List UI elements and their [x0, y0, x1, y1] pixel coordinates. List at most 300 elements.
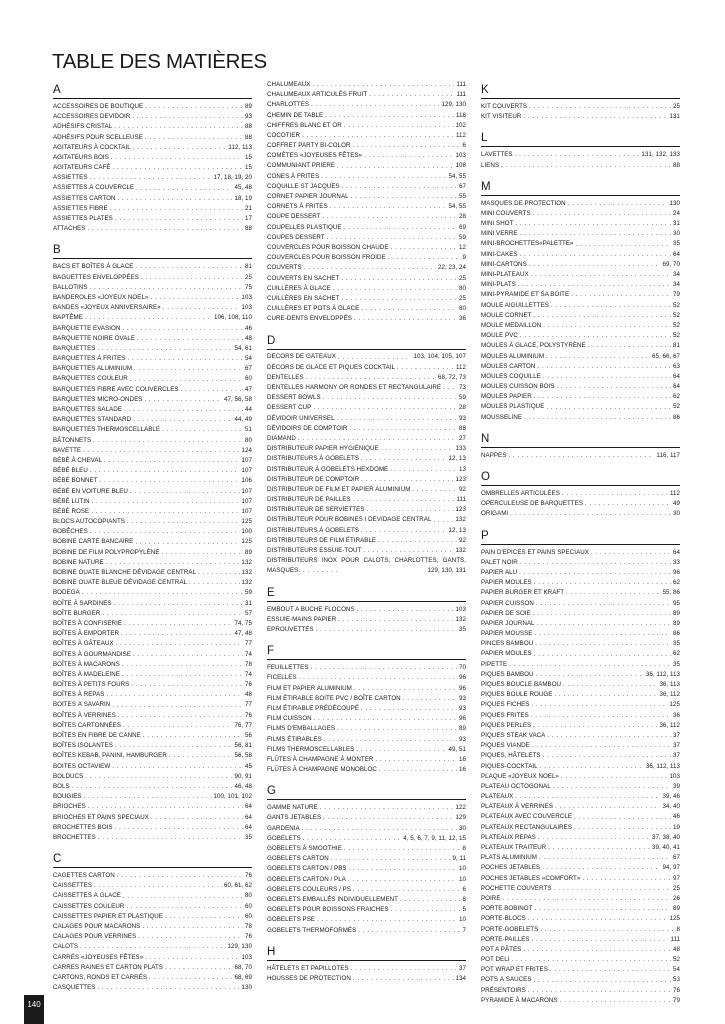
- entry-label: HÂTELETS ET PAPILLOTES: [267, 964, 349, 972]
- entry-label: BOÎTES À SAVARIN: [53, 701, 111, 709]
- entry-label: MINI VERRE: [481, 230, 518, 238]
- leader-dots: [501, 161, 671, 171]
- entry-page-ref: 25: [245, 273, 252, 281]
- entry-page-ref: 76: [673, 986, 680, 994]
- entry-label: COFFRET PARTY BI-COLOR: [267, 142, 351, 150]
- leader-dots: [361, 704, 457, 714]
- leader-dots: [115, 741, 233, 751]
- entry-page-ref: 77: [245, 701, 252, 709]
- entry-label: AGITATEURS BOIS: [53, 153, 109, 161]
- index-entry: [53, 487, 252, 497]
- leader-dots: [563, 680, 657, 690]
- leader-dots: [349, 424, 457, 434]
- index-entry: [53, 932, 252, 942]
- entry-page-ref: 44: [245, 406, 252, 414]
- entry-label: BARQUETTES ALUMINIUM: [53, 365, 133, 373]
- entry-label: EPROUVETTES: [267, 626, 314, 634]
- leader-dots: [165, 963, 232, 973]
- entry-page-ref: 76, 77: [234, 721, 252, 729]
- entry-page-ref: 88: [673, 161, 680, 169]
- entry-label: MASQUES DE PROTECTION: [481, 199, 566, 207]
- entry-label: ASSIETTES: [53, 174, 88, 182]
- leader-dots: [520, 331, 671, 341]
- leader-dots: [574, 823, 671, 833]
- index-entry: [481, 914, 680, 924]
- entry-page-ref: 112, 113: [228, 143, 252, 151]
- entry-page-ref: 68, 69: [234, 973, 252, 981]
- entry-page-ref: 92: [459, 485, 466, 493]
- entry-page-ref: 35: [673, 640, 680, 648]
- entry-page-ref: 17, 18, 19, 20: [213, 174, 252, 182]
- entry-page-ref: 6: [462, 142, 466, 150]
- index-entry: [53, 701, 252, 711]
- entry-page-ref: 54, 55: [448, 172, 466, 180]
- leader-dots: [298, 434, 457, 444]
- entry-page-ref: 59: [459, 233, 466, 241]
- leader-dots: [540, 762, 644, 772]
- entry-label: CHEMIN DE TABLE: [267, 111, 324, 119]
- entry-label: BOÎTES À REPAS: [53, 691, 105, 699]
- entry-page-ref: 74: [245, 650, 252, 658]
- entry-page-ref: 8: [676, 925, 680, 933]
- entry-page-ref: 102: [455, 121, 466, 129]
- entry-label: CUILLÈRES EN SACHET: [267, 294, 340, 302]
- leader-dots: [118, 711, 243, 721]
- entry-page-ref: 107: [241, 497, 252, 505]
- leader-dots: [114, 599, 243, 609]
- entry-label: POT A PÂTES: [481, 945, 522, 953]
- entry-page-ref: 53: [673, 976, 680, 984]
- index-entry: [53, 813, 252, 823]
- index-entry: [53, 772, 252, 782]
- leader-dots: [574, 813, 671, 823]
- entry-label: PIQUES, HÂTELETS: [481, 752, 541, 760]
- entry-page-ref: 75: [245, 283, 252, 291]
- leader-dots: [330, 202, 447, 212]
- entry-label: PIQUES BOULE ROUGE: [481, 691, 553, 699]
- index-entry: [481, 792, 680, 802]
- entry-label: CONES À FRITES: [267, 172, 320, 180]
- entry-page-ref: 46: [673, 813, 680, 821]
- entry-page-ref: 81: [245, 263, 252, 271]
- entry-label: BOITES OCTAVIEW: [53, 762, 111, 770]
- index-entry: [267, 485, 466, 495]
- leader-dots: [313, 403, 457, 413]
- leader-dots: [123, 892, 243, 902]
- entry-label: KIT VISITEUR: [481, 113, 522, 121]
- entry-label: MOULE AIGUILLETTES: [481, 301, 549, 309]
- index-entry: [481, 290, 680, 300]
- entry-page-ref: 10: [459, 916, 466, 924]
- leader-dots: [91, 507, 239, 517]
- leader-dots: [331, 854, 451, 864]
- entry-page-ref: 12, 13: [448, 455, 466, 463]
- index-entry: [481, 451, 680, 461]
- entry-label: BAVETTE: [53, 446, 82, 454]
- entry-label: BAGUETTES ENVELOPPÉES: [53, 273, 139, 281]
- index-entry: [481, 301, 680, 311]
- entry-page-ref: 107: [241, 507, 252, 515]
- entry-label: BAPTÊME: [53, 314, 83, 322]
- entry-page-ref: 129, 130: [441, 101, 466, 109]
- leader-dots: [90, 466, 240, 476]
- leader-dots: [391, 905, 461, 915]
- index-entry: [267, 926, 466, 936]
- index-entry: [267, 383, 466, 393]
- entry-page-ref: 52: [673, 332, 680, 340]
- entry-label: BARQUETTES MICRO-ONDES: [53, 395, 143, 403]
- entry-page-ref: 22, 23, 24: [437, 264, 466, 272]
- entry-page-ref: 28: [459, 213, 466, 221]
- index-entry: [267, 233, 466, 243]
- leader-dots: [534, 392, 671, 402]
- entry-page-ref: 76: [245, 872, 252, 880]
- leader-dots: [304, 263, 436, 273]
- entry-page-ref: 67: [459, 182, 466, 190]
- leader-dots: [378, 536, 457, 546]
- leader-dots: [534, 904, 671, 914]
- index-entry: [267, 454, 466, 464]
- entry-label: ASSIETTES PLATES: [53, 215, 113, 223]
- index-entry: [481, 741, 680, 751]
- index-entry: [267, 885, 466, 895]
- entry-label: CAISSETTES PAPIER ET PLASTIQUE: [53, 912, 163, 920]
- leader-dots: [122, 660, 243, 670]
- index-entry: [53, 538, 252, 548]
- entry-page-ref: 130: [241, 984, 252, 992]
- index-entry: [481, 102, 680, 112]
- entry-label: PAPIER MOULES: [481, 579, 532, 587]
- index-entry: [481, 639, 680, 649]
- entry-label: HOUSSES DE PROTECTION: [267, 974, 351, 982]
- entry-page-ref: 93: [459, 694, 466, 702]
- leader-dots: [353, 885, 461, 895]
- leader-dots: [412, 485, 457, 495]
- index-entry: [481, 372, 680, 382]
- section-letter-k: K: [481, 80, 680, 99]
- entry-label: MOULES ALUMINIUM: [481, 352, 545, 360]
- entry-label: PAPIER ALU: [481, 568, 518, 576]
- leader-dots: [388, 253, 461, 263]
- entry-label: BRIOCHES ET PAINS SPECIAUX: [53, 813, 149, 821]
- index-entry: [481, 341, 680, 351]
- entry-page-ref: 78: [245, 923, 252, 931]
- section-letter-c: C: [53, 849, 252, 868]
- leader-dots: [298, 566, 338, 576]
- entry-label: PORTE-GOBELETS: [481, 925, 539, 933]
- index-entry: [481, 499, 680, 509]
- entry-label: BANDES «JOYEUX ANNIVERSAIRE»: [53, 304, 161, 312]
- entry-page-ref: 37, 38, 40: [651, 833, 680, 841]
- leader-dots: [130, 375, 243, 385]
- entry-label: CAISSETTES COULEUR: [53, 902, 125, 910]
- leader-dots: [314, 714, 457, 724]
- leader-dots: [381, 444, 454, 454]
- entry-page-ref: 89: [673, 905, 680, 913]
- entry-label: PLATEAUX TRAITEUR: [481, 844, 547, 852]
- index-entry: [53, 792, 252, 802]
- leader-dots: [536, 599, 671, 609]
- index-entry: [481, 700, 680, 710]
- entry-page-ref: 133: [455, 445, 466, 453]
- entry-page-ref: 12: [459, 243, 466, 251]
- leader-dots: [303, 834, 402, 844]
- entry-label: FLÛTES À CHAMPAGNE À MONTER: [267, 755, 374, 763]
- leader-dots: [443, 383, 457, 393]
- entry-page-ref: 36, 112: [659, 691, 680, 699]
- entry-page-ref: 37: [459, 964, 466, 972]
- index-entry: [53, 293, 252, 303]
- entry-label: ADHÉSIFS POUR SCELLEUSE: [53, 133, 143, 141]
- entry-label: PLAQUE «JOYEUX NOEL»: [481, 772, 560, 780]
- entry-page-ref: 16: [459, 755, 466, 763]
- leader-dots: [338, 353, 412, 363]
- leader-dots: [379, 765, 457, 775]
- leader-dots: [114, 122, 243, 132]
- index-entry: [481, 731, 680, 741]
- index-entry: [267, 100, 466, 110]
- entry-page-ref: 68, 70: [234, 963, 252, 971]
- entry-page-ref: 63: [673, 362, 680, 370]
- entry-page-ref: 103: [455, 152, 466, 160]
- entry-label: FEUILLETTES: [267, 664, 309, 672]
- entry-label: COQUILLE ST JACQUES: [267, 182, 340, 190]
- index-entry: [267, 263, 466, 273]
- leader-dots: [138, 932, 243, 942]
- entry-label: PIQUES STEAK VACA: [481, 731, 546, 739]
- leader-dots: [342, 182, 457, 192]
- entry-label: BÂTONNETS: [53, 436, 92, 444]
- leader-dots: [543, 751, 671, 761]
- entry-page-ref: 47, 56, 58: [223, 395, 252, 403]
- index-entry: [267, 526, 466, 536]
- entry-label: POCHES JETABLES «COMFORT»: [481, 874, 581, 882]
- entry-label: DENTELLES HARMONY OR RONDES ET RECTANGULAIRE: [267, 384, 442, 392]
- entry-page-ref: 112: [455, 363, 466, 371]
- index-entry: [481, 331, 680, 341]
- leader-dots: [554, 690, 657, 700]
- entry-page-ref: 52: [673, 311, 680, 319]
- leader-dots: [133, 415, 232, 425]
- leader-dots: [306, 373, 436, 383]
- leader-dots: [546, 352, 650, 362]
- entry-page-ref: 7: [462, 926, 466, 934]
- entry-label: BARQUETTES FIBRE AVEC COUVERCLES: [53, 385, 179, 393]
- entry-label: CARRES RAINES ET CARTON PLATS: [53, 963, 163, 971]
- leader-dots: [546, 403, 671, 413]
- index-entry: [267, 864, 466, 874]
- index-entry: [53, 354, 252, 364]
- entry-label: PALET NOIR: [481, 558, 518, 566]
- index-entry: [53, 762, 252, 772]
- entry-label: DISTRIBUTEURS ESSUIE-TOUT: [267, 547, 362, 555]
- entry-label: PIQUES PERLES: [481, 721, 532, 729]
- index-entry: [53, 112, 252, 122]
- entry-page-ref: 89: [673, 609, 680, 617]
- leader-dots: [515, 150, 640, 160]
- entry-label: ASSIETTES À COUVERCLE: [53, 184, 135, 192]
- entry-page-ref: 96: [459, 715, 466, 723]
- entry-label: FILMS ÉTIRABLES: [267, 735, 322, 743]
- entry-label: GAMME NATURE: [267, 804, 318, 812]
- entry-label: PIQUES BOUCLE BAMBOU: [481, 681, 562, 689]
- index-entry: [53, 405, 252, 415]
- entry-page-ref: 100: [241, 528, 252, 536]
- entry-page-ref: 80: [459, 305, 466, 313]
- entry-page-ref: 30: [673, 230, 680, 238]
- index-entry: [53, 942, 252, 952]
- index-entry: [481, 619, 680, 629]
- leader-dots: [433, 516, 453, 526]
- entry-label: DÉCORS DE GLACE ET PIQUES COCKTAIL: [267, 363, 395, 371]
- leader-dots: [366, 505, 453, 515]
- entry-label: BÉBÉ BONNET: [53, 477, 98, 485]
- entry-page-ref: 96: [673, 568, 680, 576]
- entry-label: BROCHETTES: [53, 833, 96, 841]
- entry-label: COUPELLES PLASTIQUE: [267, 223, 342, 231]
- entry-label: DISTRIBUTEUR PAPIER HYGIÉNIQUE: [267, 445, 379, 453]
- entry-page-ref: 131, 132, 133: [641, 151, 680, 159]
- entry-page-ref: 34: [673, 271, 680, 279]
- entry-label: COUVERTS EN SACHET: [267, 274, 340, 282]
- leader-dots: [310, 663, 457, 673]
- entry-page-ref: 103: [241, 953, 252, 961]
- index-entry: [481, 403, 680, 413]
- leader-dots: [543, 321, 671, 331]
- leader-dots: [189, 578, 240, 588]
- entry-page-ref: 54, 61: [234, 344, 252, 352]
- index-entry: [267, 824, 466, 834]
- entry-label: PINCES BAMBOU: [481, 640, 534, 648]
- entry-label: DISTRIBUTEURS À GOBELETS: [267, 455, 359, 463]
- leader-dots: [529, 260, 661, 270]
- leader-dots: [321, 172, 446, 182]
- index-entry: [53, 153, 252, 163]
- index-entry: [53, 517, 252, 527]
- index-entry: [481, 609, 680, 619]
- entry-page-ref: 103: [455, 605, 466, 613]
- entry-page-ref: 37: [673, 731, 680, 739]
- leader-dots: [117, 194, 232, 204]
- leader-dots: [356, 745, 446, 755]
- index-entry: [267, 745, 466, 755]
- entry-label: BOBINE CARTE BANCAIRE: [53, 538, 134, 546]
- entry-label: DENTELLES: [267, 373, 304, 381]
- leader-dots: [519, 568, 671, 578]
- leader-dots: [353, 141, 461, 151]
- entry-label: GOBELETS À SMOOTHIE: [267, 845, 342, 853]
- section-letter-p: P: [481, 526, 680, 545]
- leader-dots: [531, 711, 671, 721]
- index-entry: [53, 436, 252, 446]
- index-entry: [53, 446, 252, 456]
- entry-label: BANDEROLES «JOYEUX NOEL»: [53, 293, 149, 301]
- entry-page-ref: 36, 112, 113: [645, 670, 680, 678]
- entry-label: GOBELETS CARTON / PBS: [267, 865, 347, 873]
- entry-label: BOUGIES: [53, 793, 82, 801]
- leader-dots: [302, 131, 454, 141]
- index-entry: [267, 151, 466, 161]
- entry-label: DISTRIBUTEUR DE SERVIETTES: [267, 506, 365, 514]
- index-entry: [481, 884, 680, 894]
- entry-label: MOUSSELINE: [481, 413, 523, 421]
- entry-label: AGITATEURS CAFÉ: [53, 164, 111, 172]
- entry-page-ref: 35: [673, 660, 680, 668]
- entry-label: ATTACHES: [53, 225, 86, 233]
- entry-page-ref: 48: [245, 334, 252, 342]
- leader-dots: [72, 782, 233, 792]
- index-entry: [267, 625, 466, 635]
- entry-page-ref: 39, 46: [662, 793, 680, 801]
- index-entry: [481, 823, 680, 833]
- leader-dots: [361, 475, 453, 485]
- index-entry: [53, 963, 252, 973]
- leader-dots: [113, 163, 243, 173]
- entry-label: ACCESSOIRES DEVIDOIR: [53, 113, 131, 121]
- leader-dots: [344, 121, 454, 131]
- index-entry: [267, 536, 466, 546]
- entry-page-ref: 46, 48: [234, 782, 252, 790]
- leader-dots: [150, 293, 239, 303]
- entry-page-ref: 39: [673, 782, 680, 790]
- entry-label: ACCESSOIRES DE BOUTIQUE: [53, 102, 144, 110]
- leader-dots: [104, 456, 239, 466]
- leader-dots: [533, 609, 671, 619]
- leader-dots: [358, 926, 460, 936]
- entry-page-ref: 80: [245, 436, 252, 444]
- index-entry: [53, 334, 252, 344]
- leader-dots: [117, 871, 243, 881]
- entry-page-ref: 103: [241, 304, 252, 312]
- entry-label: CALOTS: [53, 943, 79, 951]
- index-entry: [481, 925, 680, 935]
- index-entry: [267, 403, 466, 413]
- entry-label: BÉBÉ LUTIN: [53, 497, 90, 505]
- entry-label: COUVERTS: [267, 264, 302, 272]
- index-entry: [481, 680, 680, 690]
- index-entry: [481, 270, 680, 280]
- entry-page-ref: 59: [459, 394, 466, 402]
- entry-page-ref: 74: [245, 670, 252, 678]
- leader-dots: [520, 558, 671, 568]
- index-entry: [481, 588, 680, 598]
- entry-page-ref: 116, 117: [656, 451, 680, 459]
- leader-dots: [555, 802, 660, 812]
- entry-label: BÉBÉ À CHEVAL: [53, 456, 103, 464]
- index-entry: [53, 833, 252, 843]
- index-entry: [267, 162, 466, 172]
- entry-page-ref: 25: [673, 884, 680, 892]
- entry-page-ref: 123: [455, 506, 466, 514]
- entry-page-ref: 10: [459, 865, 466, 873]
- index-entry: [481, 904, 680, 914]
- entry-label: MOULE PVC: [481, 332, 518, 340]
- leader-dots: [337, 162, 453, 172]
- entry-page-ref: 73: [459, 384, 466, 392]
- entry-label: PAPIER MOULES: [481, 650, 532, 658]
- entry-page-ref: 106: [241, 477, 252, 485]
- entry-page-ref: 103: [241, 293, 252, 301]
- index-entry: [267, 765, 466, 775]
- entry-page-ref: 48: [673, 945, 680, 953]
- leader-dots: [122, 324, 243, 334]
- leader-dots: [312, 80, 454, 90]
- index-entry: [481, 629, 680, 639]
- entry-page-ref: 60: [245, 912, 252, 920]
- leader-dots: [562, 489, 668, 499]
- entry-page-ref: 64: [673, 383, 680, 391]
- entry-label: MOULE CORNET: [481, 311, 532, 319]
